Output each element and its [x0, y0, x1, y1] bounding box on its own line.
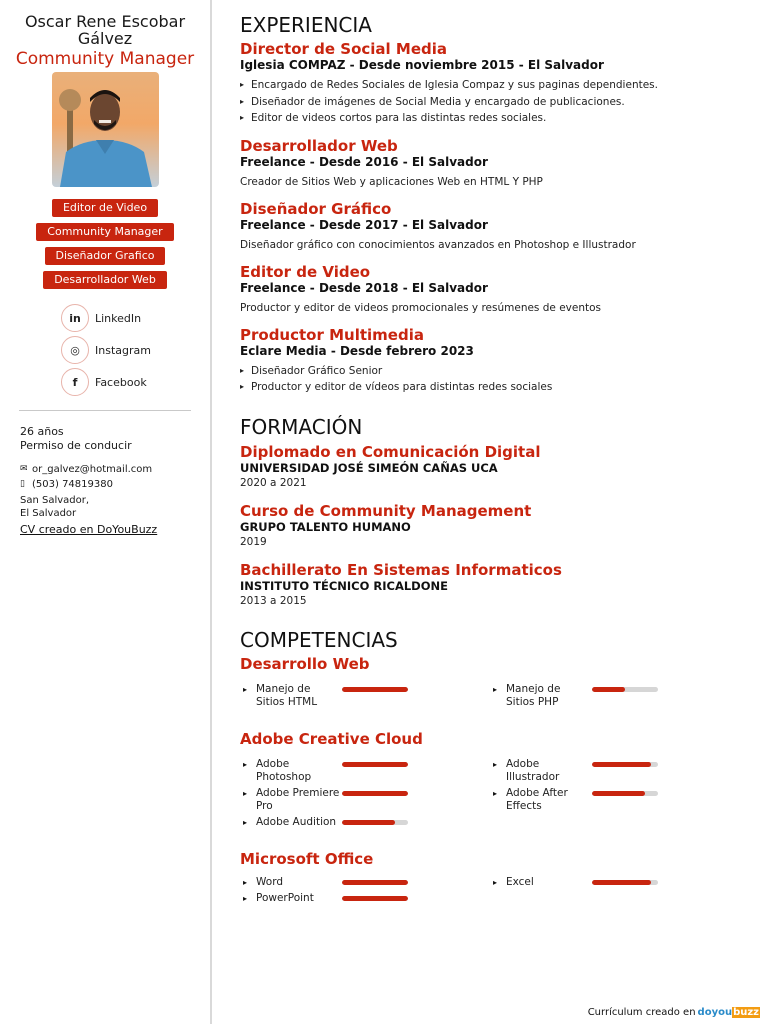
email: or_galvez@hotmail.com	[32, 464, 153, 475]
education-item	[240, 443, 760, 491]
contact-block	[20, 462, 210, 492]
job-item	[240, 200, 760, 253]
linkedin-icon: in	[61, 304, 89, 332]
doyoubuzz-logo[interactable]	[698, 1007, 760, 1018]
education-date: 2019	[240, 535, 267, 548]
skill-bar-fill	[342, 687, 408, 692]
job-bullets	[240, 363, 760, 396]
tag-community-manager: Community Manager	[36, 223, 173, 241]
bullet-icon: ▸	[493, 877, 498, 887]
skill-label: Excel	[506, 875, 534, 888]
bullet-icon: ▸	[243, 877, 248, 887]
education-title: Curso de Community Management	[240, 501, 532, 520]
envelope-icon: ✉	[20, 464, 28, 474]
job-bullet: ▸ Editor de videos cortos para las distintas redes sociales.	[240, 110, 760, 127]
job-title: Desarrollador Web	[240, 136, 398, 155]
skill-bar	[342, 896, 408, 901]
bullet-icon: ▸	[243, 817, 248, 827]
bullet-icon: ▸	[493, 788, 498, 798]
social-links	[0, 302, 210, 398]
education-date: 2020 a 2021	[240, 476, 307, 489]
skill-bar-fill	[592, 880, 651, 885]
skill-label: Adobe Illustrador	[506, 757, 560, 783]
job-subtitle: Freelance - Desde 2018 - El Salvador	[240, 280, 488, 295]
skill-bar	[592, 791, 658, 796]
skill-label: PowerPoint	[256, 891, 314, 904]
skill-label: Manejo de Sitios PHP	[506, 682, 561, 708]
education-item	[240, 561, 760, 609]
job-item	[240, 40, 760, 127]
skill-grid	[240, 758, 760, 832]
job-bullet: ▸ Diseñador de imágenes de Social Media y encargado de publicaciones.	[240, 94, 760, 111]
skill-bar-fill	[342, 880, 408, 885]
skill-label: Manejo de Sitios HTML	[256, 682, 318, 708]
skill-label: Adobe Audition	[256, 815, 337, 828]
bullet-icon: ▸	[243, 759, 248, 769]
tag-desarrollador-web: Desarrollador Web	[43, 271, 167, 289]
skill-bar-fill	[592, 687, 625, 692]
job-bullet: ▸ Productor y editor de vídeos para distintas redes sociales	[240, 379, 760, 396]
job-subtitle: Iglesia COMPAZ - Desde noviembre 2015 - El Salvador	[240, 58, 604, 72]
skill-group-title: Microsoft Office	[240, 849, 374, 868]
education-school: GRUPO TALENTO HUMANO	[240, 519, 411, 534]
skill-item	[240, 892, 490, 906]
skill-group-title: Desarrollo Web	[240, 654, 370, 673]
skill-label: Word	[256, 875, 283, 888]
cv-doyoubuzz-link[interactable]: CV creado en DoYouBuzz	[20, 523, 158, 536]
skill-bar	[592, 687, 658, 692]
education-title: Bachillerato En Sistemas Informaticos	[240, 560, 562, 579]
skill-item	[240, 816, 490, 830]
footer-text: Currículum creado en	[587, 1007, 696, 1018]
skill-item	[490, 876, 740, 890]
skill-item	[240, 876, 490, 890]
education-school: INSTITUTO TÉCNICO RICALDONE	[240, 578, 448, 593]
skill-bar	[342, 820, 408, 825]
facebook-icon: f	[61, 368, 89, 396]
social-label-linkedin: LinkedIn	[95, 311, 142, 325]
candidate-name: Oscar Rene Escobar Gálvez	[24, 12, 186, 48]
job-subtitle: Freelance - Desde 2016 - El Salvador	[240, 154, 488, 169]
skill-group	[240, 850, 760, 908]
age: 26 años	[20, 425, 64, 438]
skill-group-title: Adobe Creative Cloud	[240, 729, 423, 748]
skill-bar-fill	[342, 896, 408, 901]
sidebar-divider	[19, 410, 191, 411]
candidate-role: Community Manager	[15, 49, 195, 69]
address-line-2: El Salvador	[20, 508, 77, 519]
skill-bar-fill	[592, 762, 651, 767]
job-bullets	[240, 77, 760, 127]
education-school: UNIVERSIDAD JOSÉ SIMEÓN CAÑAS UCA	[240, 460, 498, 475]
phone-row	[20, 477, 210, 492]
sidebar	[0, 0, 210, 1024]
skill-grid	[240, 876, 760, 908]
job-subtitle: Eclare Media - Desde febrero 2023	[240, 343, 474, 358]
job-title: Editor de Video	[240, 262, 371, 281]
skill-label: Adobe Photoshop	[256, 757, 312, 783]
education-date: 2013 a 2015	[240, 594, 307, 607]
profile-photo	[52, 72, 159, 187]
job-item	[240, 263, 760, 316]
bullet-icon: ▸	[243, 788, 248, 798]
job-title: Director de Social Media	[240, 40, 448, 58]
skill-bar-fill	[342, 791, 408, 796]
job-item	[240, 137, 760, 190]
brand-buzz: buzz	[733, 1007, 759, 1018]
phone-icon: ▯	[20, 479, 25, 489]
section-title-education: FORMACIÓN	[240, 414, 363, 439]
brand-do: do	[697, 1007, 712, 1018]
skill-item	[490, 758, 740, 785]
job-description: Productor y editor de videos promocionales y resúmenes de eventos	[240, 301, 601, 314]
footer	[588, 1007, 760, 1018]
social-label-instagram: Instagram	[95, 343, 151, 357]
brand-you: you	[711, 1007, 733, 1018]
skill-group	[240, 655, 760, 712]
address-line-1: San Salvador,	[20, 495, 90, 506]
job-bullet: ▸ Encargado de Redes Sociales de Iglesia Compaz y sus paginas dependientes.	[240, 77, 760, 94]
personal-info	[0, 425, 210, 537]
bullet-icon: ▸	[243, 684, 248, 694]
social-link-facebook[interactable]	[61, 366, 210, 398]
skill-item	[240, 787, 490, 814]
phone: (503) 74819380	[32, 479, 113, 490]
section-title-skills: COMPETENCIAS	[240, 627, 398, 652]
bullet-icon: ▸	[493, 759, 498, 769]
instagram-icon: ◎	[61, 336, 89, 364]
skill-item	[240, 683, 490, 710]
job-bullet: ▸ Diseñador Gráfico Senior	[240, 363, 760, 380]
tag-disenador-grafico: Diseñador Grafico	[45, 247, 166, 265]
skill-item	[240, 758, 490, 785]
bullet-icon: ▸	[243, 893, 248, 903]
tag-list	[0, 199, 210, 289]
social-link-instagram[interactable]	[61, 334, 210, 366]
skill-bar	[342, 880, 408, 885]
column-divider	[210, 0, 212, 1024]
job-description: Diseñador gráfico con conocimientos avanzados en Photoshop e Illustrador	[240, 238, 636, 251]
main-content	[240, 0, 760, 1024]
skill-bar	[342, 791, 408, 796]
skill-bar-fill	[342, 762, 408, 767]
address	[20, 494, 210, 520]
driving-license: Permiso de conducir	[20, 439, 132, 452]
education-title: Diplomado en Comunicación Digital	[240, 442, 541, 461]
bullet-icon: ▸	[493, 684, 498, 694]
section-title-experience: EXPERIENCIA	[240, 13, 372, 37]
skill-bar	[592, 880, 658, 885]
skill-bar	[592, 762, 658, 767]
skill-bar	[342, 762, 408, 767]
skill-bar-fill	[592, 791, 645, 796]
job-subtitle: Freelance - Desde 2017 - El Salvador	[240, 217, 488, 232]
social-link-linkedin[interactable]	[61, 302, 210, 334]
skill-group	[240, 730, 760, 832]
tag-editor-video: Editor de Video	[52, 199, 158, 217]
job-title: Diseñador Gráfico	[240, 199, 392, 218]
skill-label: Adobe Premiere Pro	[256, 786, 340, 812]
job-description: Creador de Sitios Web y aplicaciones Web en HTML Y PHP	[240, 175, 543, 188]
skill-label: Adobe After Effects	[506, 786, 568, 812]
skill-item	[490, 787, 740, 814]
social-label-facebook: Facebook	[95, 375, 147, 389]
job-item	[240, 326, 760, 396]
job-title: Productor Multimedia	[240, 325, 424, 344]
skill-bar-fill	[342, 820, 395, 825]
skill-bar	[342, 687, 408, 692]
education-item	[240, 502, 760, 550]
skill-grid	[240, 683, 760, 712]
email-row[interactable]	[20, 462, 210, 477]
skill-item	[490, 683, 740, 710]
